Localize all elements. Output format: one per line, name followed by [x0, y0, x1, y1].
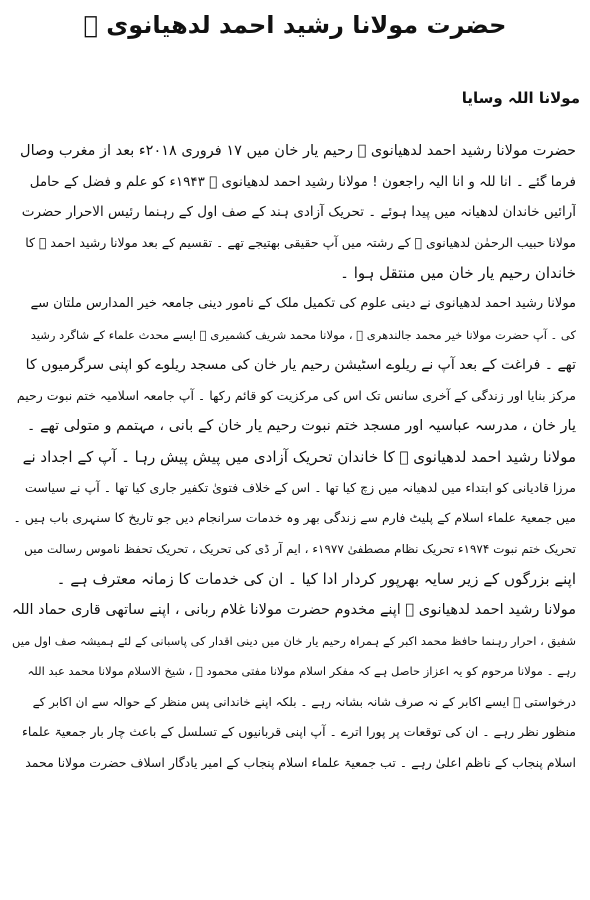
- body-line: مولانا حبیب الرحمٰن لدھیانوی ﷫ کے رشتہ میں آپ حقیقی بھتیجے تھے ۔ تقسیم کے بعد مولانا رشید احمد ﷫ کا: [25, 234, 576, 250]
- body-line: میں جمعیۃ علماء اسلام کے پلیٹ فارم سے زندگی بھر وہ خدمات سرانجام دیں جو تاریخ کا سنہری باب ہیں ۔: [13, 510, 576, 526]
- body-line: تھے ۔ فراغت کے بعد آپ نے ریلوے اسٹیشن رحیم یار خان کی مسجد ریلوے کو اپنی سرگرمیوں کا: [25, 357, 576, 374]
- body-line: مولانا رشید احمد لدھیانوی ﷫ کا خاندان تحریک آزادی میں پیش پیش رہا ۔ آپ کے اجداد نے: [22, 447, 576, 466]
- body-line: رہے ۔ مولانا مرحوم کو یہ اعزاز حاصل ہے کہ مفکر اسلام مولانا مفتی محمود ﷫ ، شیخ الاسلام مولانا محمد عبد اللہ: [27, 664, 576, 679]
- body-line: مرکز بنایا اور زندگی کے آخری سانس تک اس کی مرکزیت کو قائم رکھا ۔ آپ جامعہ اسلامیہ ختم نبوت رحیم: [16, 387, 576, 403]
- body-line: مرزا قادیانی کو ابتداء میں لدھیانہ میں زچ کیا تھا ۔ اس کے خلاف فتویٰ تکفیر جاری کیا تھا ۔ آپ نے سیاست: [24, 479, 576, 495]
- body-line: حضرت مولانا رشید احمد لدھیانوی ﷫ رحیم یار خان میں ۱۷ فروری ۲۰۱۸ء بعد از مغرب وصال: [20, 143, 576, 159]
- body-line: آرائیں خاندان لدھیانہ میں پیدا ہوئے ۔ تحریک آزادی ہند کے صف اول کے رہنما رئیس الاحرار حضرت: [21, 204, 576, 221]
- body-line: یار خان ، مدرسہ عباسیہ اور مسجد ختم نبوت رحیم یار خان کے بانی ، مہتمم و متولی تھے ۔: [26, 418, 576, 435]
- body-line: فرما گئے ۔ انا للہ و انا الیہ راجعون ! مولانا رشید احمد لدھیانوی ﷫ ۱۹۴۳ء کو علم و فضل کے حامل: [29, 173, 576, 190]
- body-line: خاندان رحیم یار خان میں منتقل ہوا ۔: [340, 264, 576, 283]
- body-line: درخواستی ﷫ ایسے اکابر کے نہ صرف شانہ بشانہ رہے ۔ بلکہ اپنے خاندانی پس منظر کے حوالہ سے ان اکابر کے: [32, 694, 576, 709]
- body-line: شفیق ، احرار رہنما حافظ محمد اکبر کے ہمراہ رحیم یار خان میں دینی اقدار کی پاسبانی کے لئے ہمیشہ صف اول میں: [12, 633, 576, 648]
- body-line: منظور نظر رہے ۔ ان کی توقعات پر پورا اترے ۔ آپ اپنی قربانیوں کے تسلسل کے باعث چار بار جمعیۃ علماء: [21, 724, 576, 740]
- article-body: [12, 136, 576, 778]
- body-line: کی ۔ آپ حضرت مولانا خیر محمد جالندھری ﷫ ، مولانا محمد شریف کشمیری ﷫ ایسے محدث علماء کے شاگرد رشید: [30, 327, 576, 342]
- body-line: تحریک ختم نبوت ۱۹۷۴ء تحریک نظام مصطفیٰ ۱۹۷۷ء ، ایم آر ڈی کی تحریک ، تحریک تحفظ ناموس رسالت میں: [24, 541, 576, 556]
- body-line: مولانا رشید احمد لدھیانوی ﷫ اپنے مخدوم حضرت مولانا غلام ربانی ، اپنے ساتھی قاری حماد اللہ: [12, 601, 576, 618]
- body-line: اپنے بزرگوں کے زیر سایہ بھرپور کردار ادا کیا ۔ ان کی خدمات کا زمانہ معترف ہے ۔: [56, 570, 576, 589]
- body-line: مولانا رشید احمد لدھیانوی نے دینی علوم کی تکمیل ملک کے نامور دینی جامعہ خیر المدارس ملتان سے: [30, 295, 576, 311]
- article-author: مولانا اللہ وسایا: [461, 89, 580, 107]
- body-line: اسلام پنجاب کے ناظم اعلیٰ رہے ۔ تب جمعیۃ علماء اسلام پنجاب کے امیر یادگار اسلاف حضرت مولانا محمد: [25, 754, 576, 770]
- article-title: حضرت مولانا رشید احمد لدھیانوی ﷫: [83, 11, 507, 39]
